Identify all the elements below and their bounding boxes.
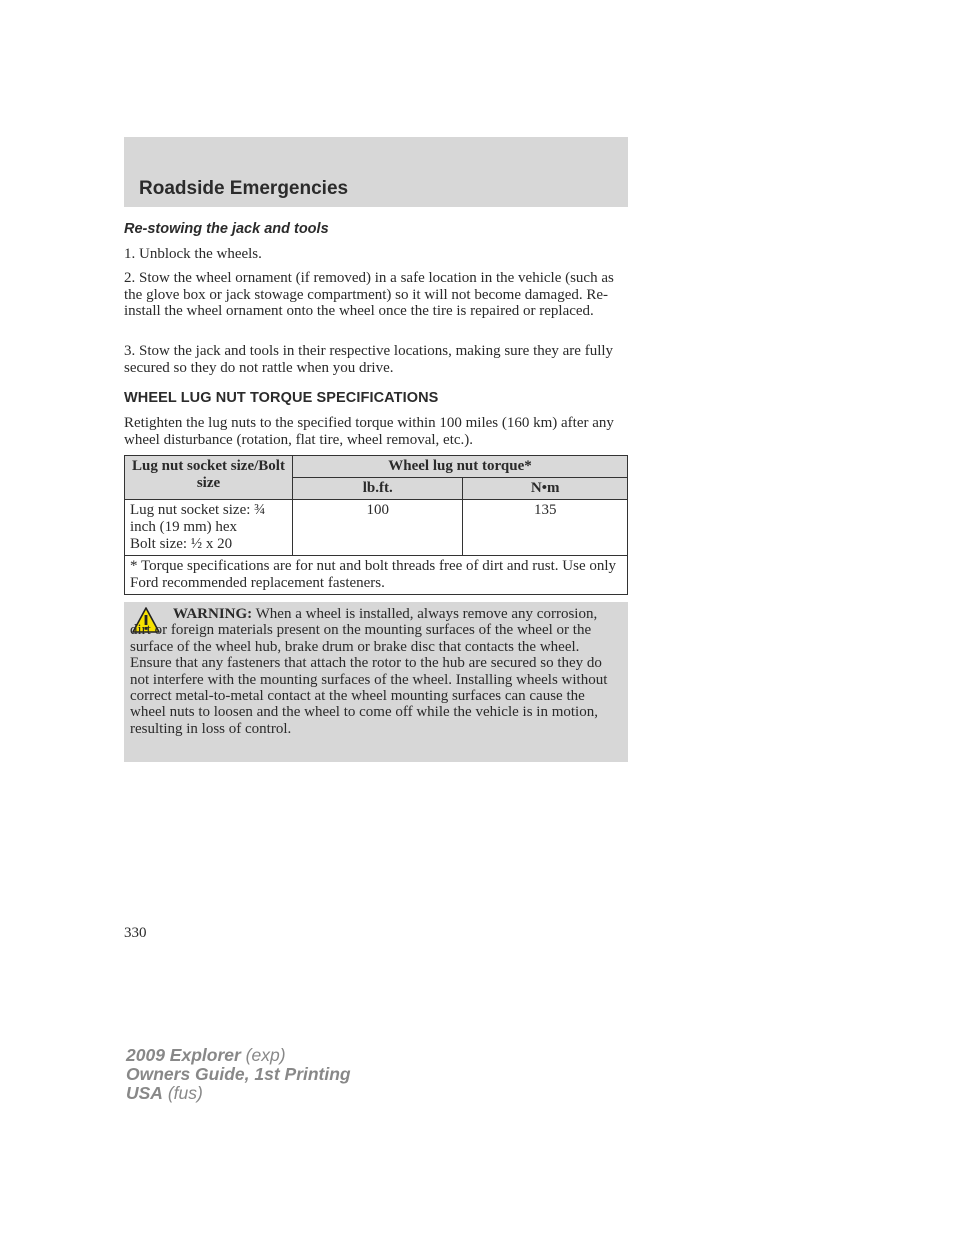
warning-label: WARNING:	[173, 606, 253, 622]
footer	[126, 1046, 351, 1103]
table-cell-nm: 135	[463, 500, 628, 556]
table-header-nm: N•m	[463, 478, 628, 500]
section-title: Roadside Emergencies	[139, 178, 349, 199]
warning-body: When a wheel is installed, always remove any corrosion, dirt or foreign materials present on the mounting surfaces of the wheel or the surface of the wheel hub, brake drum or brake disc that contacts the wheel. Ensure that any fasteners that attach the rotor to the hub are secured so they do not interfere with the mounting surfaces of the wheel. Installing wheels without correct metal-to-metal contact at the wheel mounting surfaces can cause the wheel nuts to loosen and the wheel to come off while the vehicle is in motion, resulting in loss of control.	[130, 606, 608, 737]
torque-intro: Retighten the lug nuts to the specified torque within 100 miles (160 km) after any wheel disturbance (rotation, flat tire, wheel removal, etc.).	[124, 415, 614, 448]
footer-model-code: (exp)	[240, 1045, 286, 1065]
table-header-lbft: lb.ft.	[293, 478, 463, 500]
footer-guide: Owners Guide, 1st Printing	[126, 1064, 351, 1084]
torque-section-title: WHEEL LUG NUT TORQUE SPECIFICATIONS	[124, 390, 439, 406]
table-cell-lbft: 100	[293, 500, 463, 556]
table-cell-size-line1: Lug nut socket size: ¾ inch (19 mm) hex	[130, 502, 266, 535]
table-header-size: Lug nut socket size/Bolt size	[125, 456, 293, 500]
table-header-torque: Wheel lug nut torque*	[293, 456, 628, 478]
footer-region-code: (fus)	[162, 1083, 203, 1103]
subsection-title: Re-stowing the jack and tools	[124, 221, 329, 237]
step-1: 1. Unblock the wheels.	[124, 246, 262, 262]
footer-region: USA	[126, 1083, 163, 1103]
table-footnote: * Torque specifications are for nut and bolt threads free of dirt and rust. Use only Ford recommended replacement fasteners.	[125, 556, 628, 595]
warning-text	[130, 606, 616, 737]
page-number: 330	[124, 925, 147, 941]
table-row	[125, 500, 628, 556]
step-3: 3. Stow the jack and tools in their respective locations, making sure they are fully secured so they do not rattle when you drive.	[124, 343, 614, 376]
footer-model: 2009 Explorer	[126, 1045, 241, 1065]
table-cell-size	[125, 500, 293, 556]
table-cell-size-line2: Bolt size: ½ x 20	[130, 536, 233, 552]
torque-spec-table	[124, 455, 628, 595]
step-2: 2. Stow the wheel ornament (if removed) in a safe location in the vehicle (such as the glove box or jack stowage compartment) so it will not become damaged. Re-install the wheel ornament onto the wheel once the tire is repaired or replaced.	[124, 270, 614, 319]
